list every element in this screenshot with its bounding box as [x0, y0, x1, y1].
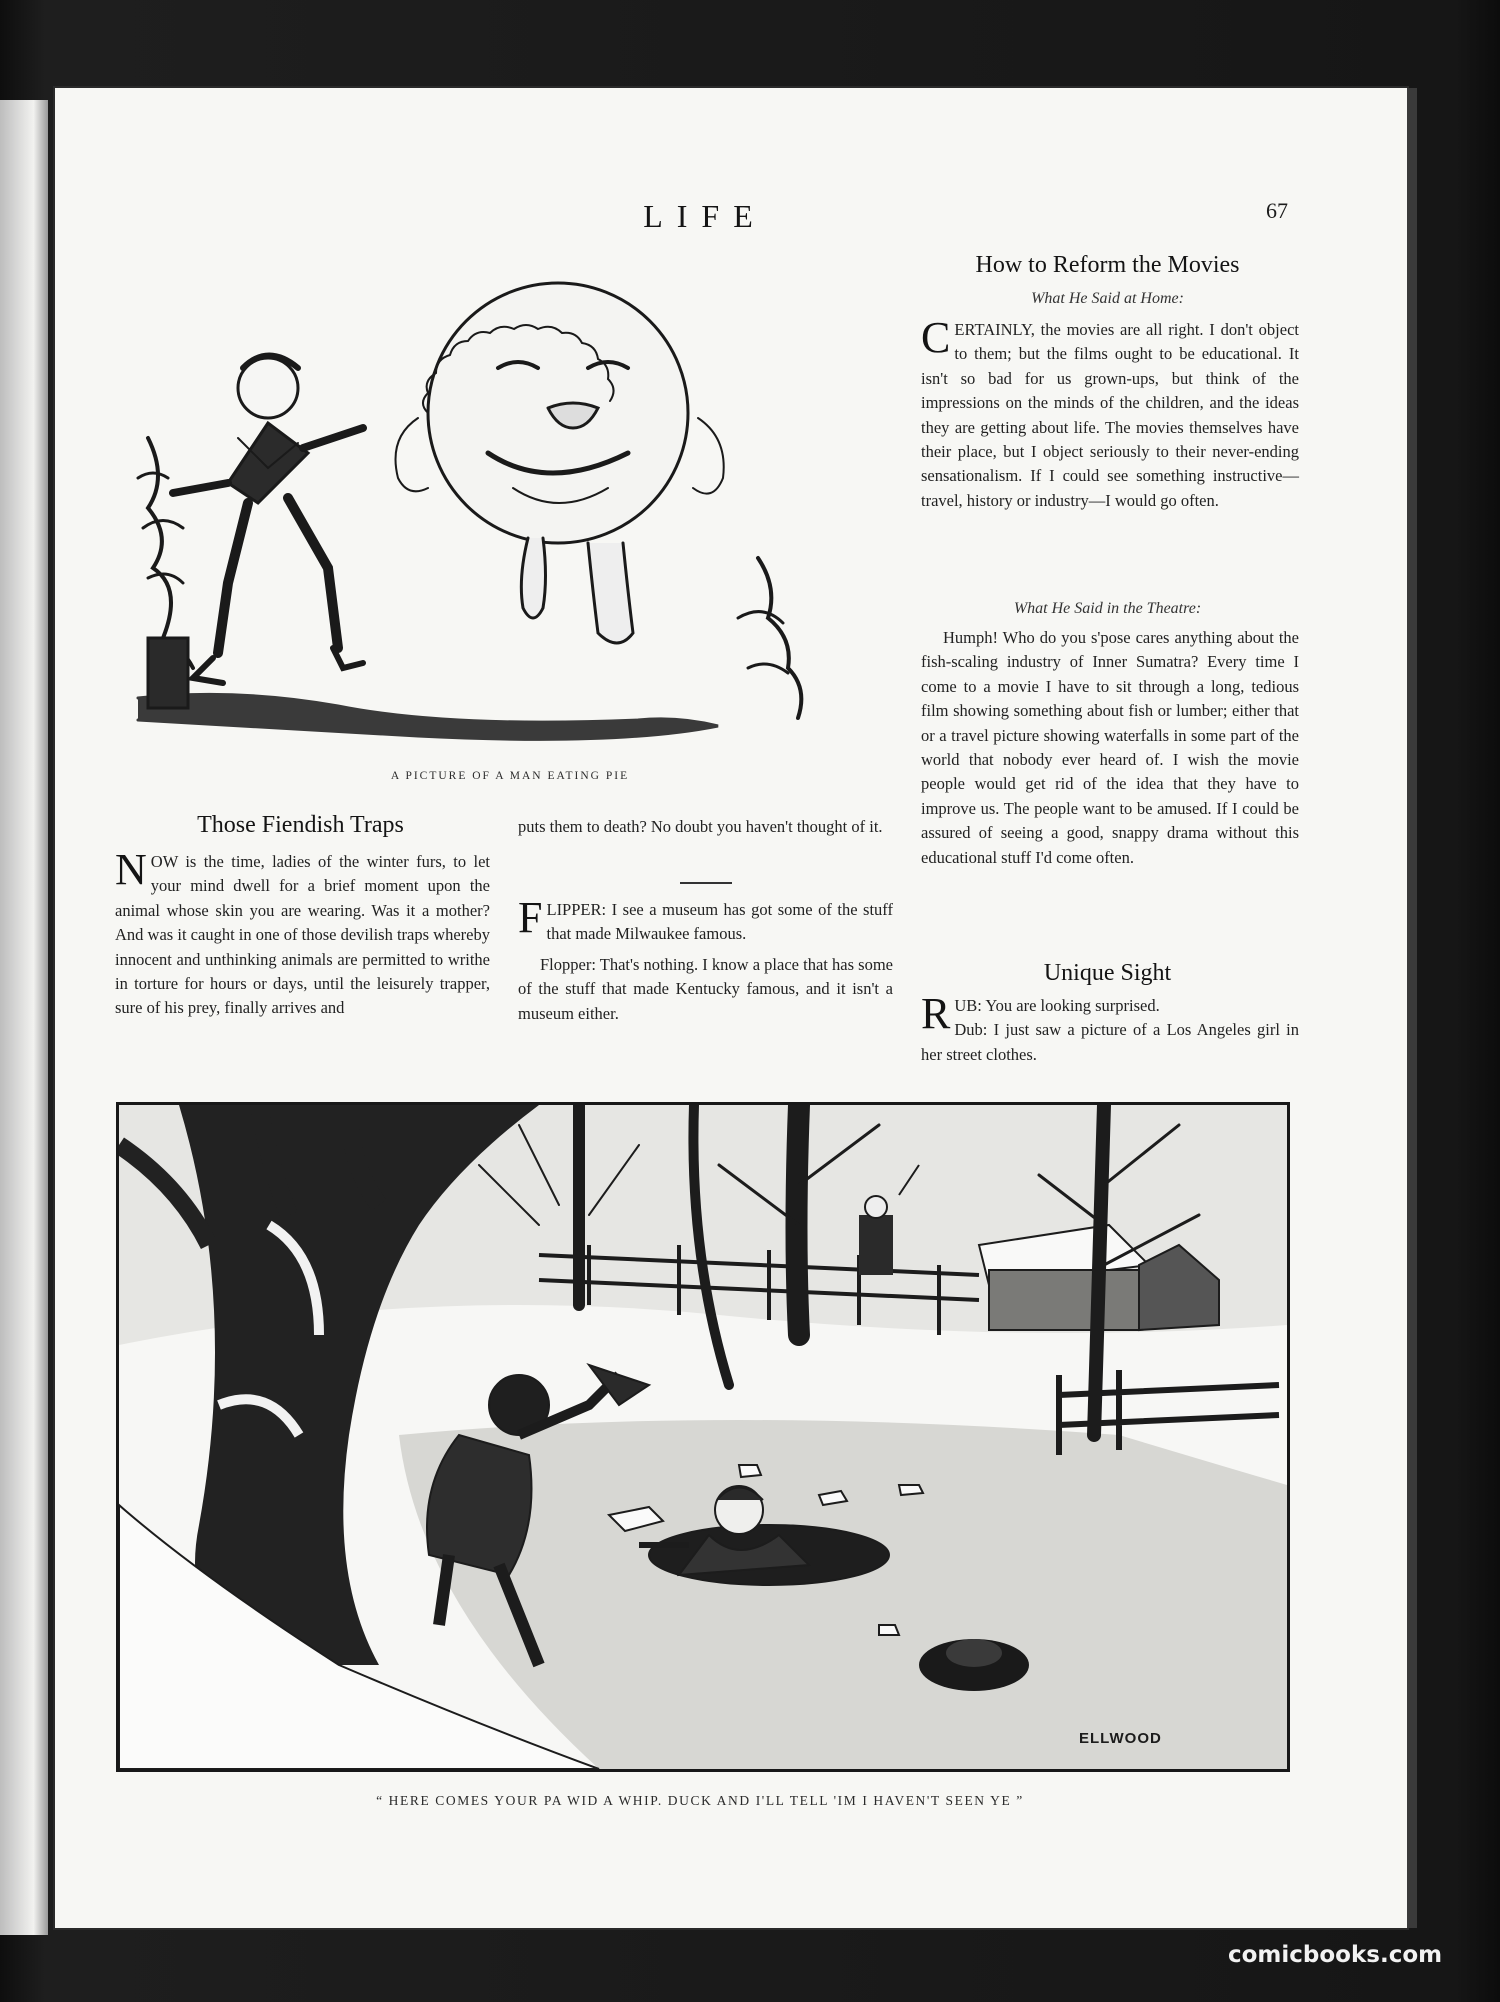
winter-cartoon-illustration: [116, 1102, 1290, 1772]
page-number: 67: [1266, 198, 1288, 223]
unique-sight-column: [921, 989, 1299, 1067]
dropcap-r: R: [921, 989, 951, 1038]
winter-scene: [119, 1105, 1287, 1769]
fiendish-traps-text-1: OW is the time, ladies of the winter furs, to let your mind dwell for a brief moment upon the animal whose skin you are wearing. Was it a mother? And was it caught in one of those devilish traps whereby innocent and unthinking animals are permitted to writhe in torture for hours or days, until the leisurely trapper, sure of his prey, finally arrives and: [115, 852, 490, 1018]
masthead: LIFE: [643, 198, 767, 234]
section-divider: [680, 882, 732, 884]
pie-cartoon-caption: A PICTURE OF A MAN EATING PIE: [390, 770, 630, 782]
dropcap-f: F: [518, 893, 543, 942]
artist-signature: ELLWOOD: [1079, 1730, 1162, 1747]
unique-sight-title: Unique Sight: [1043, 960, 1172, 986]
reform-movies-theatre-text: Humph! Who do you s'pose cares anything about the fish-scaling industry of Inner Sumatra? Every time I come to a movie I have to sit through a long, tedious film showing something about fish or lumber; either that or a travel picture showing waterfalls in some part of the world that nobody ever heard of. I wish the movie people would get rid of the idea that they have to improve us. The people want to be amused. If I could be assured of seeing a good, snappy drama without this educational stuff I'd come often.: [921, 628, 1299, 867]
pie-cartoon-illustration: [118, 258, 878, 758]
reform-movies-title: How to Reform the Movies: [975, 252, 1240, 278]
fiendish-traps-column-1: [115, 845, 490, 1021]
winter-cartoon-caption: “ HERE COMES YOUR PA WID A WHIP. DUCK AND I'LL TELL 'IM I HAVEN'T SEEN YE ”: [376, 1793, 1024, 1808]
flipper-flopper-column: [518, 893, 893, 1026]
dropcap-n: N: [115, 845, 147, 894]
fiendish-traps-column-2: [518, 815, 893, 839]
flopper-line: Flopper: That's nothing. I know a place that has some of the stuff that made Kentucky famous, and it isn't a museum either.: [518, 954, 893, 1023]
reform-movies-home-text: ERTAINLY, the movies are all right. I don't object to them; but the films ought to be educational. It isn't so bad for us grown-ups, but think of the impressions on the minds of the children, and the ideas they are getting about life. The movies themselves have their place, but I object seriously to their never-ending sensationalism. If I could see something instructive—travel, history or industry—I would go often.: [921, 320, 1299, 510]
facing-page-edge: [0, 100, 48, 1935]
reform-movies-home-column: [921, 313, 1299, 513]
watermark: comicbooks.com: [1228, 1942, 1443, 1968]
page-edge-shadow: [1407, 88, 1417, 1928]
reform-movies-subhead-theatre: What He Said in the Theatre:: [1013, 600, 1202, 617]
dropcap-c: C: [921, 313, 951, 362]
flipper-line: LIPPER: I see a museum has got some of the stuff that made Milwaukee famous.: [546, 900, 893, 944]
fiendish-traps-title: Those Fiendish Traps: [197, 812, 404, 838]
reform-movies-subhead-home: What He Said at Home:: [1031, 290, 1184, 307]
rub-line: UB: You are looking surprised.: [954, 996, 1160, 1015]
fiendish-traps-text-2: puts them to death? No doubt you haven't thought of it.: [518, 817, 883, 836]
dub-line: Dub: I just saw a picture of a Los Angeles girl in her street clothes.: [921, 1020, 1299, 1064]
